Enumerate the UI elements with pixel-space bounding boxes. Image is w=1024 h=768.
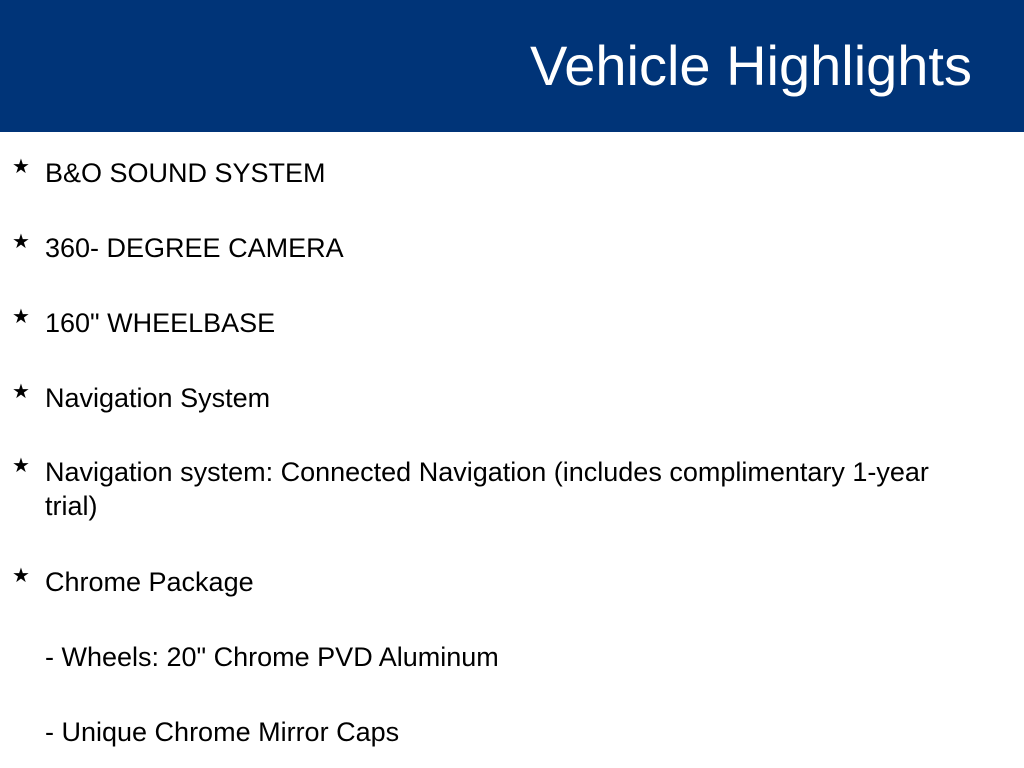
highlight-text: - Wheels: 20" Chrome PVD Aluminum (45, 642, 499, 672)
highlight-text: B&O SOUND SYSTEM (45, 158, 326, 188)
highlight-text: 160" WHEELBASE (45, 308, 276, 338)
star-icon: ★ (12, 381, 30, 403)
highlight-text: Navigation System (45, 383, 271, 413)
star-icon: ★ (12, 231, 30, 253)
star-icon: ★ (12, 156, 30, 178)
page-title: Vehicle Highlights (529, 34, 972, 97)
highlight-text: Chrome Package (45, 567, 254, 597)
highlight-text: - Unique Chrome Mirror Caps (45, 717, 400, 747)
highlight-text: 360- DEGREE CAMERA (45, 233, 344, 263)
star-icon: ★ (12, 306, 30, 328)
star-icon: ★ (12, 455, 30, 477)
highlight-text: Navigation system: Connected Navigation (includes complimentary 1-year trial) (45, 457, 929, 521)
star-icon: ★ (12, 565, 30, 587)
